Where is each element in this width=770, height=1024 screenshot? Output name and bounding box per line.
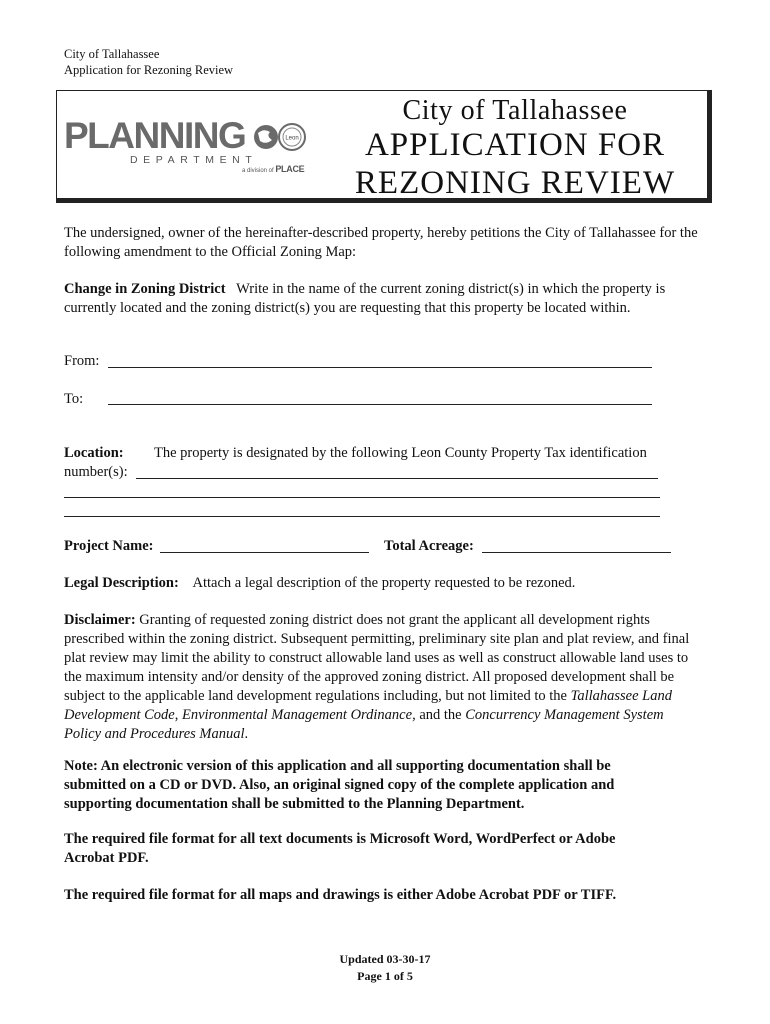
- total-acreage-label: Total Acreage:: [384, 538, 474, 554]
- intro-paragraph: The undersigned, owner of the hereinafter-described property, hereby petitions the City of Tallahassee for the following amendment to the Official Zoning Map:: [64, 225, 698, 260]
- planning-department-logo: [64, 112, 314, 184]
- cms-reference: Concurrency Management System Policy and Procedures Manual: [64, 707, 664, 742]
- title-city: City of Tallahassee: [402, 95, 628, 126]
- logo-wordmark: PLANNING: [64, 115, 246, 156]
- from-label: From:: [64, 353, 100, 369]
- running-header-line2: Application for Rezoning Review: [64, 63, 234, 77]
- document-title-line2: REZONING REVIEW: [354, 165, 676, 201]
- numbers-label: number(s):: [64, 464, 128, 480]
- location-label: Location:: [64, 445, 124, 461]
- note-paragraph: Note: An electronic version of this application and all supporting documentation shall be submitted on a CD or DVD. Also, an original signed copy of the complete application and supporting documentation shall be submitted to the Planning Department.: [64, 758, 615, 812]
- parcel-id-field-2[interactable]: [64, 497, 660, 498]
- text-format-paragraph: The required file format for all text documents is Microsoft Word, WordPerfect or Adobe Acrobat PDF.: [64, 831, 616, 866]
- to-field[interactable]: [108, 404, 652, 405]
- running-header-line1: City of Tallahassee: [64, 47, 160, 61]
- globe-seal-icon: [252, 120, 308, 154]
- change-text: Write in the name of the current zoning district(s) in which the property is currently located and the zoning district(s) you are requesting that this property be located within.: [64, 281, 666, 316]
- running-header: [64, 46, 233, 78]
- map-format-paragraph: The required file format for all maps and drawings is either Adobe Acrobat PDF or TIFF.: [64, 887, 617, 903]
- document-title: [345, 126, 685, 202]
- logo-division: [242, 164, 304, 174]
- project-name-field[interactable]: [160, 552, 369, 553]
- project-name-label: Project Name:: [64, 538, 154, 554]
- disclaimer-text: Granting of requested zoning district does not grant the applicant all development rights prescribed within the zoning district. Subsequent permitting, preliminary site plan and plat review, and final plat review may limit the ability to construct allowable land uses as well as construct allowable land uses to the maximum intensity and/or density of the approved zoning district. All proposed development shall be subject to the applicable land development regulations including, but not limited to the: [64, 612, 690, 704]
- updated-date: Updated 03-30-17: [339, 952, 431, 966]
- parcel-id-field-3[interactable]: [64, 516, 660, 517]
- location-text: The property is designated by the following Leon County Property Tax identification: [154, 445, 647, 461]
- total-acreage-field[interactable]: [482, 552, 671, 553]
- disclaimer-label: Disclaimer:: [64, 612, 136, 628]
- change-label: Change in Zoning District: [64, 281, 226, 297]
- page-number: Page 1 of 5: [357, 969, 413, 983]
- change-paragraph: [64, 280, 704, 318]
- to-label: To:: [64, 391, 84, 407]
- legal-label: Legal Description:: [64, 575, 179, 591]
- emo-reference: Environmental Management Ordinance: [181, 707, 413, 723]
- logo-division-name: PLACE: [275, 164, 305, 174]
- disclaimer-paragraph: Disclaimer: Granting of requested zoning district does not grant the applicant all development rights prescribed within the zoning district. Subsequent permitting, preliminary site plan and plat review, and final plat review may limit the ability to construct allowable land uses as well as construct allowable land uses to the maximum intensity and/or density of the approved zoning district. All proposed development shall be subject to the applicable land development regulations including, but not limited to the Tallahassee Land Development Code, Environmental Management Ordinance, and the Concurrency Management System Policy and Procedures Manual.: [64, 612, 690, 742]
- logo-division-prefix: a division of: [242, 168, 274, 174]
- from-field[interactable]: [108, 367, 652, 368]
- legal-text: Attach a legal description of the property requested to be rezoned.: [192, 575, 576, 591]
- logo-department: DEPARTMENT: [130, 154, 258, 166]
- legal-description: [64, 574, 704, 593]
- parcel-id-field-1[interactable]: [136, 478, 658, 479]
- ldc-reference: Tallahassee Land Development Code: [64, 688, 672, 723]
- seal-text: Leon: [285, 135, 299, 142]
- document-title-line1: APPLICATION FOR: [364, 127, 666, 163]
